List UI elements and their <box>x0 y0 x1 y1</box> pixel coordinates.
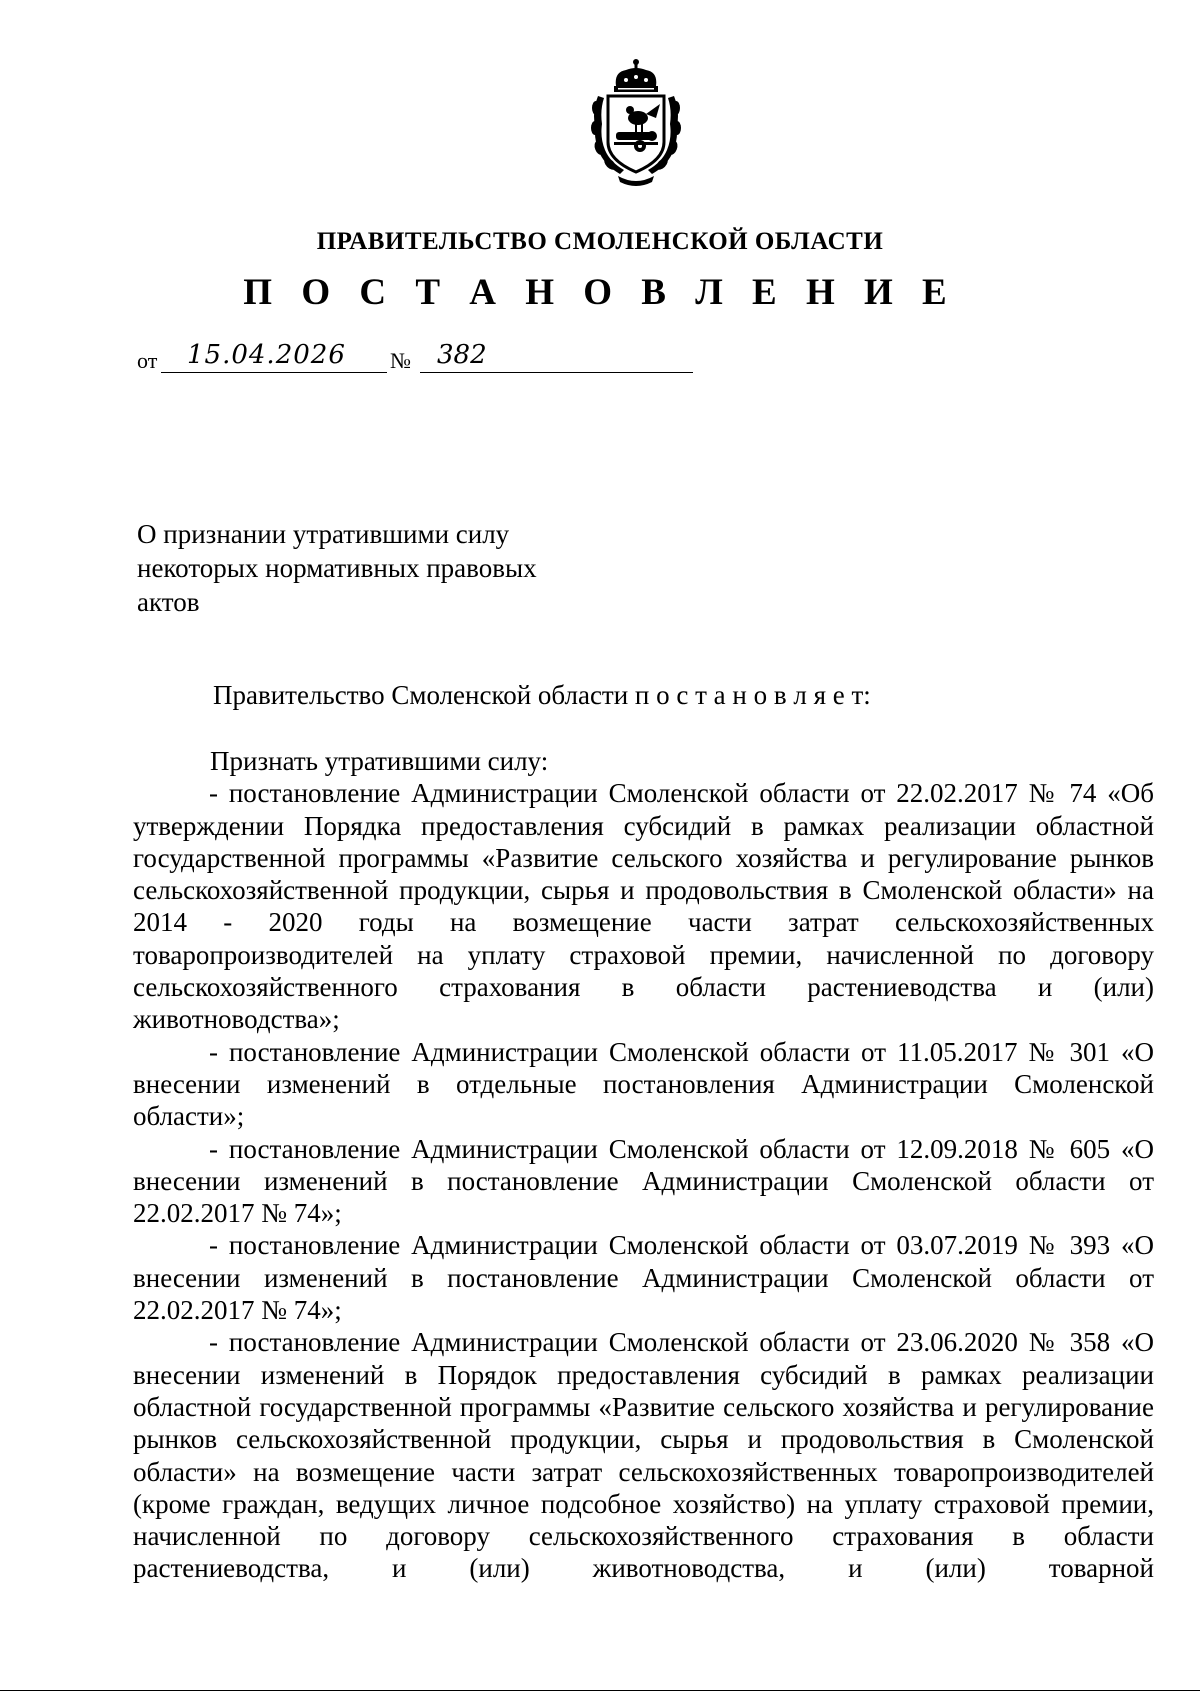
document-type-title: П О С Т А Н О В Л Е Н И Е <box>243 272 957 313</box>
body-intro: Признать утратившими силу: <box>210 746 549 776</box>
document-subject <box>137 517 577 619</box>
government-title: ПРАВИТЕЛЬСТВО СМОЛЕНСКОЙ ОБЛАСТИ <box>316 228 884 255</box>
subject-line: О признании утратившими силу <box>137 519 510 549</box>
coat-of-arms-emblem <box>590 56 682 188</box>
repealed-act-item: - постановление Администрации Смоленской области от 23.06.2020 № 358 «О внесении изменений в Порядок предоставления субсидий в рамках реализации областной государственной программы «Развитие сельского хозяйства и регулирование рынков сельскохозяйственной продукции, сырья и продовольствия в Смоленской области» на возмещение части затрат сельскохозяйственных товаропроизводителей (кроме граждан, ведущих личное подсобное хозяйство) на уплату страховой премии, начисленной по договору сельскохозяйственного страхования в области растениеводства, и (или) животноводства, и (или) товарной <box>133 1327 1154 1584</box>
repealed-act-item: - постановление Администрации Смоленской области от 12.09.2018 № 605 «О внесении изменений в постановление Администрации Смоленской области от 22.02.2017 № 74»; <box>133 1133 1154 1229</box>
subject-line: актов <box>137 587 200 617</box>
date-value-handwritten: 15.04.2026 <box>187 340 346 370</box>
date-prefix: от <box>137 348 158 373</box>
number-underline <box>420 372 693 373</box>
preamble: Правительство Смоленской области п о с т а н о в л я е т: <box>213 680 871 710</box>
page-bottom-edge <box>0 1690 1200 1691</box>
repealed-act-item: - постановление Администрации Смоленской области от 11.05.2017 № 301 «О внесении изменений в отдельные постановления Администрации Смоленской области»; <box>133 1036 1154 1132</box>
number-prefix: № <box>390 348 411 373</box>
number-value-handwritten: 382 <box>437 340 487 370</box>
subject-line: некоторых нормативных правовых <box>137 553 537 583</box>
date-underline <box>161 372 387 373</box>
repealed-act-item: - постановление Администрации Смоленской области от 22.02.2017 № 74 «Об утверждении Порядка предоставления субсидий в рамках реализации областной государственной программы «Развитие сельского хозяйства и регулирование рынков сельскохозяйственной продукции, сырья и продовольствия в Смоленской области» на 2014 - 2020 годы на возмещение части затрат сельскохозяйственных товаропроизводителей на уплату страховой премии, начисленной по договору сельскохозяйственного страхования в области растениеводства и (или) животноводства»; <box>133 778 1154 1035</box>
document-body <box>133 745 1154 1585</box>
repealed-act-item: - постановление Администрации Смоленской области от 03.07.2019 № 393 «О внесении изменений в постановление Администрации Смоленской области от 22.02.2017 № 74»; <box>133 1230 1154 1326</box>
